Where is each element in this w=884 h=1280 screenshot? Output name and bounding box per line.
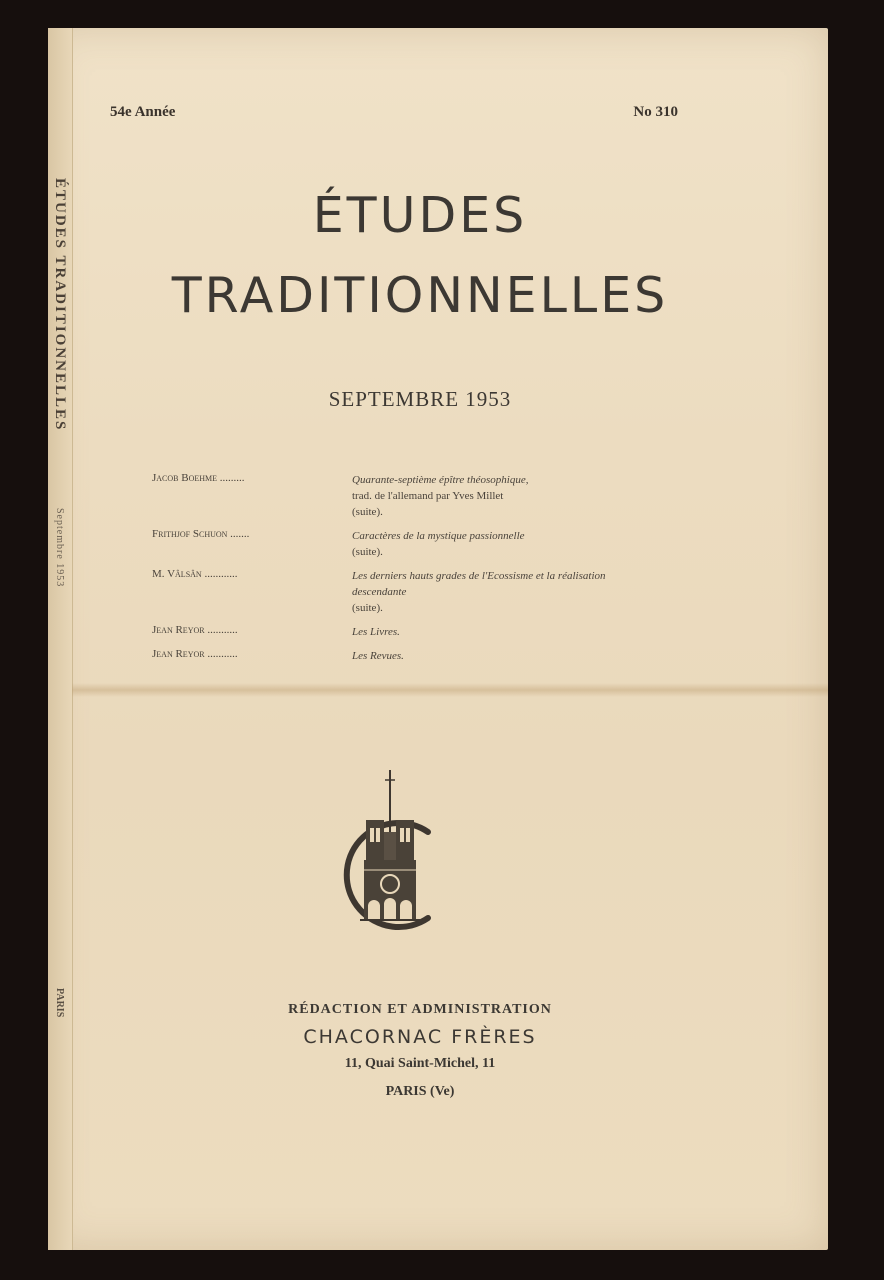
publisher-city: PARIS (Ve) [385,1084,455,1099]
cathedral-c-icon [330,770,450,950]
toc-suffix: (suite). [352,546,383,558]
toc-entry [152,624,632,640]
toc-title: Quarante-septième épître théosophique, [352,474,529,486]
issue-number: No 310 [633,104,678,120]
publisher-block [70,1002,770,1100]
editorial-label: RÉDACTION ET ADMINISTRATION [288,1002,552,1017]
spine-city: PARIS [54,988,65,1018]
journal-title [70,176,770,336]
toc-title: Les derniers hauts grades de l'Ecossisme et la réalisation descendante [352,570,606,598]
year-label: 54e Année [110,104,176,120]
issue-meta [110,104,678,121]
toc-author: M. Vâlsân ............ [152,568,238,580]
toc-entry [152,648,632,664]
title-line-2: TRADITIONNELLES [171,267,669,324]
toc-author: Jean Reyor ........... [152,624,238,636]
toc-author: Frithjof Schuon ....... [152,528,250,540]
toc-suffix: (suite). [352,602,383,614]
issue-date: SEPTEMBRE 1953 [328,387,512,411]
toc-author: Jacob Boehme ......... [152,472,245,484]
toc-title: Les Revues. [352,650,404,662]
spine-date: Septembre 1953 [54,508,65,588]
publisher-address: 11, Quai Saint-Michel, 11 [344,1056,496,1071]
fold-crease [72,683,828,697]
toc-entry [152,528,632,560]
table-of-contents [152,472,632,672]
toc-title: Caractères de la mystique passionnelle [352,530,525,542]
toc-title: Les Livres. [352,626,400,638]
toc-suffix: (suite). [352,506,383,518]
spine-title: ÉTUDES TRADITIONNELLES [52,178,68,432]
toc-entry [152,472,632,520]
publisher-name: CHACORNAC FRÈRES [303,1026,537,1048]
toc-author: Jean Reyor ........... [152,648,238,660]
title-line-1: ÉTUDES [312,187,528,244]
toc-title-cont: trad. de l'allemand par Yves Millet [352,490,504,502]
toc-entry [152,568,632,616]
